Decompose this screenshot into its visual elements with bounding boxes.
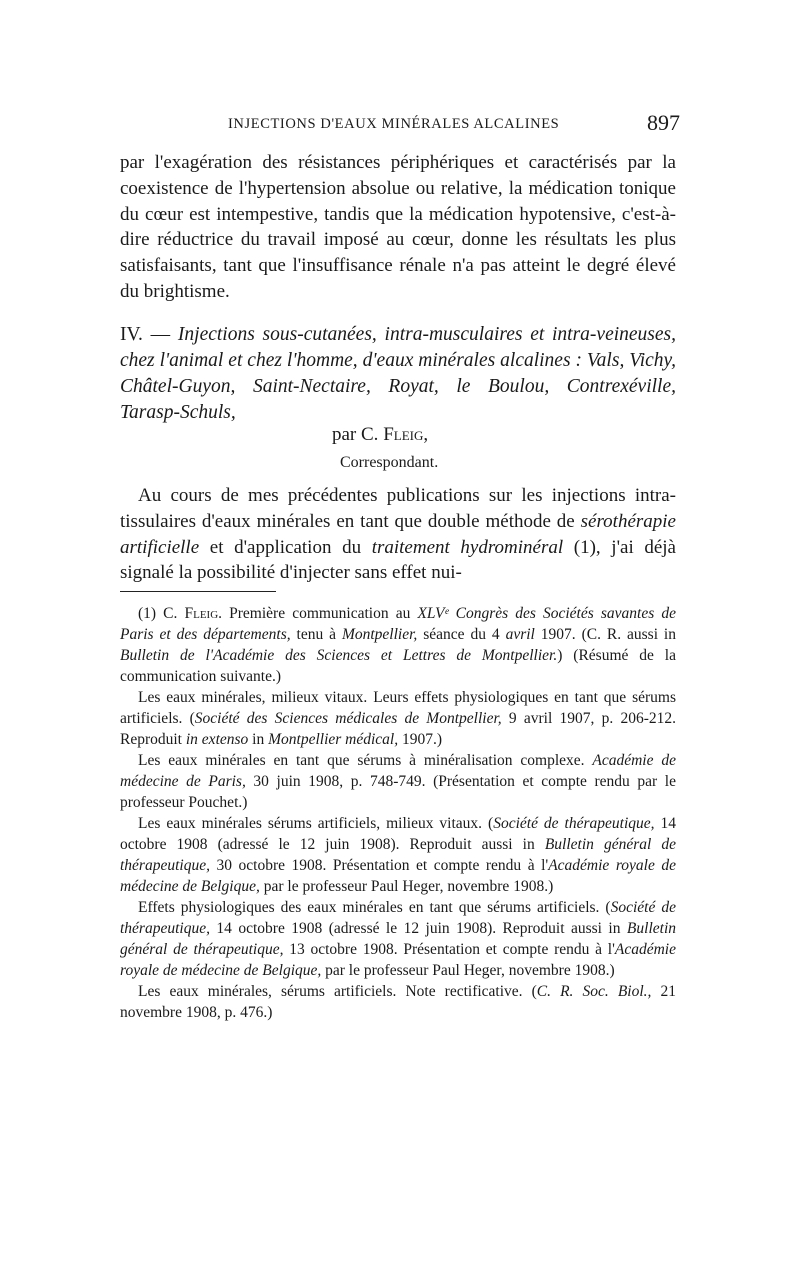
author-name: Fleig, bbox=[383, 424, 429, 445]
footnote-rule bbox=[120, 591, 276, 592]
footnote-run: tenu à bbox=[290, 626, 342, 643]
text-run: (1), j'ai déjà signalé la possibilité d'injecter sans effet nui- bbox=[120, 536, 676, 584]
footnote-run: par le professeur Paul Heger, novembre 1908.) bbox=[259, 878, 554, 895]
footnote-paragraph bbox=[120, 750, 676, 813]
footnote-run: Société de thérapeutique, bbox=[120, 899, 676, 937]
footnote-paragraph bbox=[120, 813, 676, 897]
text-run: et d'application du bbox=[199, 536, 372, 558]
footnote-run: XLVᵉ Congrès des Sociétés savantes de Paris et des départements, bbox=[120, 605, 676, 643]
footnotes bbox=[120, 603, 676, 1023]
footnote-run: Les eaux minérales, milieux vitaux. Leurs effets physiologiques en tant que sérums artificiels. ( bbox=[120, 689, 676, 727]
footnote-run: (1) C. bbox=[138, 605, 185, 622]
author-line bbox=[332, 422, 428, 448]
footnote-paragraph bbox=[120, 981, 676, 1023]
footnote-run: Société de thérapeutique, bbox=[493, 815, 655, 832]
footnote-run: Effets physiologiques des eaux minérales en tant que sérums artificiels. ( bbox=[138, 899, 611, 916]
text-run: Au cours de mes précédentes publications sur les injections intra-tissulaires d'eaux minérales en tant que double méthode de bbox=[120, 485, 676, 532]
footnote-run: 30 juin 1908, p. 748-749. (Présentation et compte rendu par le professeur Pouchet.) bbox=[120, 773, 676, 811]
footnote-run: avril bbox=[505, 626, 535, 643]
footnote-run: Bulletin de l'Académie des Sciences et Lettres de Montpellier. bbox=[120, 647, 558, 664]
footnote-run: Fleig bbox=[184, 605, 219, 622]
by-prefix: par C. bbox=[332, 424, 379, 445]
paragraph-intro bbox=[120, 483, 676, 586]
section-heading bbox=[120, 322, 677, 471]
footnote-run: Académie royale de médecine de Belgique, bbox=[120, 857, 676, 895]
footnote-run: in extenso bbox=[185, 731, 249, 748]
section-title-block bbox=[120, 322, 676, 426]
footnote-run: 13 octobre 1908. Présentation et compte rendu à l' bbox=[283, 941, 615, 958]
footnote-run: 21 novembre 1908, p. 476.) bbox=[120, 983, 676, 1021]
footnote-run: Académie royale de médecine de Belgique, bbox=[120, 941, 676, 979]
footnote-run: 14 octobre 1908 (adressé le 12 juin 1908). Reproduit aussi in bbox=[209, 920, 627, 937]
footnote-run: Les eaux minérales, sérums artificiels. Note rectificative. ( bbox=[138, 983, 537, 1000]
footnote-run: Société des Sciences médicales de Montpellier, bbox=[194, 710, 502, 727]
footnote-run: 1907. (C. R. aussi in bbox=[534, 626, 676, 643]
footnote-run: in bbox=[248, 731, 269, 748]
footnote-run: ) (Résumé de la communication suivante.) bbox=[120, 647, 676, 685]
footnote-paragraph bbox=[120, 687, 676, 750]
footnote-run: 14 octobre 1908 (adressé le 12 juin 1908). Reproduit aussi in bbox=[120, 815, 676, 853]
italic-run: sérothérapie artificielle bbox=[120, 510, 676, 558]
footnote-run: par le professeur Paul Heger, novembre 1908.) bbox=[321, 962, 615, 979]
italic-run: traitement hydrominéral bbox=[371, 536, 564, 558]
footnote-run: Les eaux minérales en tant que sérums à minéralisation complexe. bbox=[138, 752, 593, 769]
footnote-run: Académie de médecine de Paris, bbox=[120, 752, 676, 790]
footnote-run: 9 avril 1907, p. 206-212. Reproduit bbox=[120, 710, 676, 748]
footnote-run: 1907.) bbox=[398, 731, 443, 748]
running-title: INJECTIONS D'EAUX MINÉRALES ALCALINES bbox=[228, 116, 560, 132]
footnote-run: 30 octobre 1908. Présentation et compte rendu à l' bbox=[209, 857, 549, 874]
page-number: 897 bbox=[647, 110, 680, 135]
section-numeral: IV. — bbox=[120, 324, 171, 345]
running-header bbox=[120, 110, 680, 140]
footnote-run: Bulletin général de thérapeutique, bbox=[120, 836, 676, 874]
footnote-run: Montpellier médical, bbox=[268, 731, 399, 748]
footnote-paragraph bbox=[120, 897, 676, 981]
footnote-run: Bulletin général de thérapeutique, bbox=[120, 920, 676, 958]
footnote-run: Les eaux minérales sérums artificiels, milieux vitaux. ( bbox=[138, 815, 494, 832]
footnote-paragraph bbox=[120, 603, 676, 687]
footnote-run: séance du 4 bbox=[417, 626, 506, 643]
footnote-run: C. R. Soc. Biol., bbox=[536, 983, 652, 1000]
footnote-run: Montpellier, bbox=[341, 626, 418, 643]
author-role: Correspondant. bbox=[340, 454, 439, 471]
paragraph-continuation: par l'exagération des résistances périphériques et caractérisés par la coexistence de l'hypertension absolue ou relative, la médication tonique du cœur est intempestive, tandis que la médication hypotensive, c'est-à-dire réductrice du travail imposé au cœur, donne les résultats les plus satisfaisants, tant que l'insuffisance rénale n'a pas atteint le degré élevé du brightisme. bbox=[120, 152, 676, 302]
section-title: Injections sous-cutanées, intra-musculaires et intra-veineuses, chez l'animal et chez l'homme, d'eaux minérales alcalines : Vals, Vichy, Châtel-Guyon, Saint-Nectaire, Royat, le Boulou, Contrexéville, Tarasp-Schuls, bbox=[120, 324, 677, 423]
footnote-run: . Première communication au bbox=[218, 605, 418, 622]
